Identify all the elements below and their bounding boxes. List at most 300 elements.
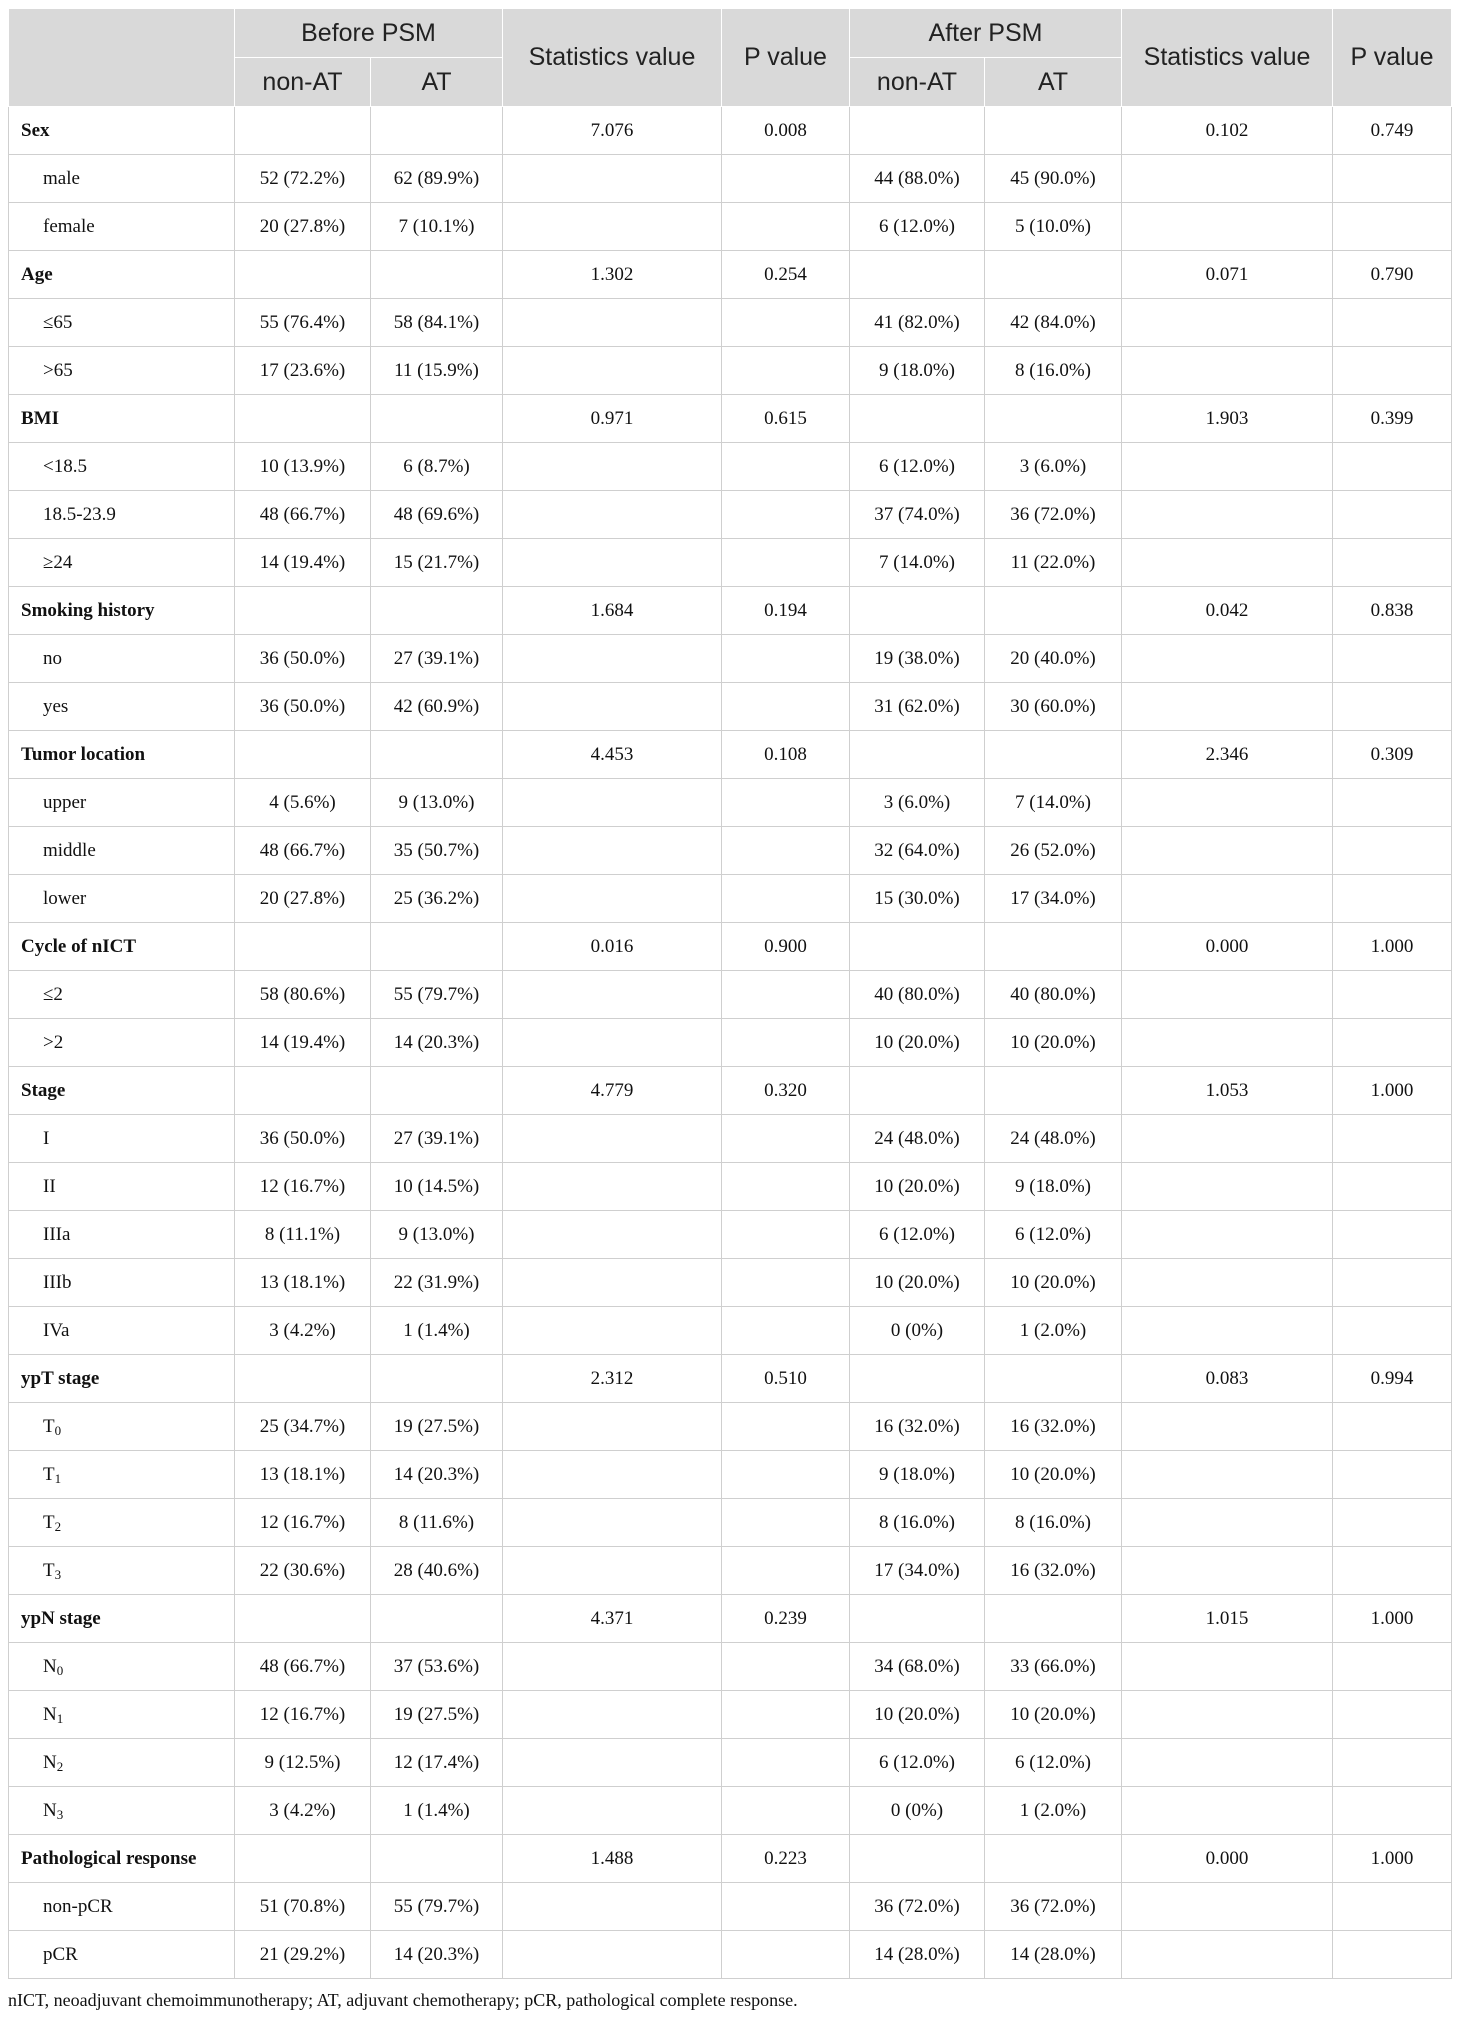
after-non-at-cell: 6 (12.0%) xyxy=(850,203,985,251)
before-p-value-cell xyxy=(722,443,850,491)
after-p-value-cell: 1.000 xyxy=(1333,923,1452,971)
row-label-text: ypN stage xyxy=(21,1607,101,1629)
after-at-cell: 16 (32.0%) xyxy=(985,1547,1122,1595)
row-label-text: ypT stage xyxy=(21,1367,100,1389)
before-statistics-cell xyxy=(503,1019,722,1067)
after-non-at-cell: 32 (64.0%) xyxy=(850,827,985,875)
after-statistics-cell xyxy=(1122,203,1333,251)
row-label-text: pCR xyxy=(43,1943,78,1965)
after-non-at-cell: 7 (14.0%) xyxy=(850,539,985,587)
after-statistics-cell xyxy=(1122,827,1333,875)
after-statistics-cell xyxy=(1122,683,1333,731)
before-statistics-cell xyxy=(503,539,722,587)
after-at-cell xyxy=(985,731,1122,779)
before-statistics-cell xyxy=(503,1451,722,1499)
row-label-text: N xyxy=(43,1751,57,1773)
after-statistics-cell: 0.000 xyxy=(1122,923,1333,971)
after-p-value-cell xyxy=(1333,539,1452,587)
after-at-cell: 10 (20.0%) xyxy=(985,1451,1122,1499)
category-row xyxy=(9,1355,1452,1403)
row-label-text: N xyxy=(43,1799,57,1821)
before-non-at-cell: 48 (66.7%) xyxy=(235,1643,371,1691)
before-statistics-cell: 0.016 xyxy=(503,923,722,971)
before-non-at-cell: 22 (30.6%) xyxy=(235,1547,371,1595)
after-p-value-cell xyxy=(1333,971,1452,1019)
row-label xyxy=(9,1403,235,1451)
after-statistics-cell xyxy=(1122,539,1333,587)
after-p-value-cell xyxy=(1333,155,1452,203)
before-p-value-cell xyxy=(722,1403,850,1451)
before-non-at-cell xyxy=(235,107,371,155)
before-at-cell: 42 (60.9%) xyxy=(371,683,503,731)
after-statistics-cell xyxy=(1122,1739,1333,1787)
after-p-value-cell: 1.000 xyxy=(1333,1067,1452,1115)
after-statistics-cell xyxy=(1122,1115,1333,1163)
after-p-value-cell xyxy=(1333,1451,1452,1499)
before-at-cell: 1 (1.4%) xyxy=(371,1307,503,1355)
after-statistics-cell xyxy=(1122,1547,1333,1595)
after-at-cell: 11 (22.0%) xyxy=(985,539,1122,587)
after-p-value-cell xyxy=(1333,1259,1452,1307)
before-statistics-cell: 0.971 xyxy=(503,395,722,443)
row-label xyxy=(9,539,235,587)
row-label xyxy=(9,1115,235,1163)
row-label xyxy=(9,443,235,491)
header-before-p: P value xyxy=(722,9,850,107)
characteristics-table xyxy=(8,8,1452,1979)
table-row xyxy=(9,1403,1452,1451)
row-label xyxy=(9,1355,235,1403)
before-statistics-cell xyxy=(503,635,722,683)
before-statistics-cell xyxy=(503,779,722,827)
after-p-value-cell xyxy=(1333,1787,1452,1835)
row-label xyxy=(9,827,235,875)
after-at-cell: 1 (2.0%) xyxy=(985,1307,1122,1355)
after-statistics-cell xyxy=(1122,1019,1333,1067)
before-at-cell: 9 (13.0%) xyxy=(371,1211,503,1259)
after-p-value-cell xyxy=(1333,827,1452,875)
before-p-value-cell: 0.510 xyxy=(722,1355,850,1403)
after-at-cell: 6 (12.0%) xyxy=(985,1739,1122,1787)
after-non-at-cell: 16 (32.0%) xyxy=(850,1403,985,1451)
before-statistics-cell xyxy=(503,347,722,395)
after-non-at-cell: 10 (20.0%) xyxy=(850,1691,985,1739)
row-label-text: >65 xyxy=(43,359,73,381)
after-at-cell: 36 (72.0%) xyxy=(985,1883,1122,1931)
category-row xyxy=(9,923,1452,971)
before-non-at-cell: 36 (50.0%) xyxy=(235,683,371,731)
before-at-cell: 27 (39.1%) xyxy=(371,635,503,683)
row-label-text: BMI xyxy=(21,407,59,429)
after-statistics-cell xyxy=(1122,1643,1333,1691)
after-at-cell: 20 (40.0%) xyxy=(985,635,1122,683)
row-label-text: upper xyxy=(43,791,87,813)
after-statistics-cell xyxy=(1122,1931,1333,1979)
before-at-cell: 6 (8.7%) xyxy=(371,443,503,491)
row-label xyxy=(9,1739,235,1787)
after-p-value-cell xyxy=(1333,1211,1452,1259)
before-at-cell: 14 (20.3%) xyxy=(371,1931,503,1979)
before-non-at-cell xyxy=(235,731,371,779)
after-p-value-cell: 1.000 xyxy=(1333,1835,1452,1883)
before-statistics-cell xyxy=(503,203,722,251)
after-statistics-cell xyxy=(1122,971,1333,1019)
before-p-value-cell xyxy=(722,1211,850,1259)
after-p-value-cell xyxy=(1333,1163,1452,1211)
row-label-text: IVa xyxy=(43,1319,70,1341)
category-row xyxy=(9,731,1452,779)
row-label xyxy=(9,1451,235,1499)
before-p-value-cell xyxy=(722,203,850,251)
after-statistics-cell: 0.042 xyxy=(1122,587,1333,635)
after-at-cell: 42 (84.0%) xyxy=(985,299,1122,347)
after-statistics-cell xyxy=(1122,347,1333,395)
row-label xyxy=(9,635,235,683)
row-label-subscript: 2 xyxy=(54,1518,62,1534)
before-non-at-cell xyxy=(235,1067,371,1115)
after-non-at-cell: 15 (30.0%) xyxy=(850,875,985,923)
row-label-text: T xyxy=(43,1559,55,1581)
row-label xyxy=(9,1787,235,1835)
before-at-cell: 22 (31.9%) xyxy=(371,1259,503,1307)
table-row xyxy=(9,155,1452,203)
after-at-cell: 30 (60.0%) xyxy=(985,683,1122,731)
after-non-at-cell: 44 (88.0%) xyxy=(850,155,985,203)
before-statistics-cell xyxy=(503,1883,722,1931)
table-row xyxy=(9,779,1452,827)
category-row xyxy=(9,107,1452,155)
before-statistics-cell xyxy=(503,155,722,203)
table-row xyxy=(9,1499,1452,1547)
after-statistics-cell xyxy=(1122,1691,1333,1739)
after-at-cell xyxy=(985,1355,1122,1403)
after-statistics-cell xyxy=(1122,1787,1333,1835)
row-label xyxy=(9,1595,235,1643)
after-at-cell: 10 (20.0%) xyxy=(985,1019,1122,1067)
before-statistics-cell: 4.779 xyxy=(503,1067,722,1115)
before-at-cell xyxy=(371,1835,503,1883)
after-statistics-cell xyxy=(1122,1163,1333,1211)
after-non-at-cell: 10 (20.0%) xyxy=(850,1163,985,1211)
header-after-psm: After PSM xyxy=(850,9,1122,58)
after-p-value-cell xyxy=(1333,1883,1452,1931)
row-label xyxy=(9,1643,235,1691)
before-non-at-cell: 12 (16.7%) xyxy=(235,1163,371,1211)
before-p-value-cell xyxy=(722,875,850,923)
after-at-cell: 17 (34.0%) xyxy=(985,875,1122,923)
after-at-cell: 36 (72.0%) xyxy=(985,491,1122,539)
before-p-value-cell xyxy=(722,827,850,875)
after-statistics-cell: 1.053 xyxy=(1122,1067,1333,1115)
before-non-at-cell: 10 (13.9%) xyxy=(235,443,371,491)
before-at-cell: 48 (69.6%) xyxy=(371,491,503,539)
after-non-at-cell: 10 (20.0%) xyxy=(850,1019,985,1067)
table-row xyxy=(9,1307,1452,1355)
before-at-cell: 62 (89.9%) xyxy=(371,155,503,203)
before-non-at-cell: 4 (5.6%) xyxy=(235,779,371,827)
before-p-value-cell: 0.254 xyxy=(722,251,850,299)
row-label-text: <18.5 xyxy=(43,455,87,477)
before-at-cell: 55 (79.7%) xyxy=(371,971,503,1019)
row-label-text: IIIa xyxy=(43,1223,71,1245)
row-label xyxy=(9,299,235,347)
after-p-value-cell xyxy=(1333,1643,1452,1691)
row-label xyxy=(9,1307,235,1355)
before-at-cell: 15 (21.7%) xyxy=(371,539,503,587)
row-label-text: middle xyxy=(43,839,96,861)
after-non-at-cell: 0 (0%) xyxy=(850,1787,985,1835)
before-non-at-cell: 14 (19.4%) xyxy=(235,539,371,587)
after-statistics-cell xyxy=(1122,779,1333,827)
row-label-text: non-pCR xyxy=(43,1895,113,1917)
before-p-value-cell xyxy=(722,683,850,731)
before-non-at-cell: 13 (18.1%) xyxy=(235,1451,371,1499)
after-p-value-cell xyxy=(1333,1499,1452,1547)
after-at-cell: 16 (32.0%) xyxy=(985,1403,1122,1451)
header-before-statistics: Statistics value xyxy=(503,9,722,107)
after-p-value-cell xyxy=(1333,1307,1452,1355)
before-p-value-cell: 0.223 xyxy=(722,1835,850,1883)
before-non-at-cell: 14 (19.4%) xyxy=(235,1019,371,1067)
before-non-at-cell: 48 (66.7%) xyxy=(235,491,371,539)
before-statistics-cell: 1.684 xyxy=(503,587,722,635)
after-p-value-cell xyxy=(1333,491,1452,539)
row-label xyxy=(9,1931,235,1979)
row-label xyxy=(9,1883,235,1931)
before-p-value-cell xyxy=(722,635,850,683)
after-at-cell xyxy=(985,107,1122,155)
before-at-cell: 37 (53.6%) xyxy=(371,1643,503,1691)
before-non-at-cell: 51 (70.8%) xyxy=(235,1883,371,1931)
before-p-value-cell: 0.239 xyxy=(722,1595,850,1643)
row-label xyxy=(9,587,235,635)
before-at-cell: 12 (17.4%) xyxy=(371,1739,503,1787)
after-p-value-cell: 0.790 xyxy=(1333,251,1452,299)
before-p-value-cell: 0.194 xyxy=(722,587,850,635)
before-at-cell: 25 (36.2%) xyxy=(371,875,503,923)
after-non-at-cell xyxy=(850,1355,985,1403)
after-statistics-cell xyxy=(1122,443,1333,491)
after-statistics-cell xyxy=(1122,1403,1333,1451)
after-non-at-cell: 14 (28.0%) xyxy=(850,1931,985,1979)
category-row xyxy=(9,1595,1452,1643)
before-at-cell: 35 (50.7%) xyxy=(371,827,503,875)
table-row xyxy=(9,875,1452,923)
after-at-cell xyxy=(985,1067,1122,1115)
row-label-text: female xyxy=(43,215,95,237)
before-p-value-cell xyxy=(722,299,850,347)
after-non-at-cell: 31 (62.0%) xyxy=(850,683,985,731)
before-statistics-cell xyxy=(503,491,722,539)
before-statistics-cell xyxy=(503,1163,722,1211)
row-label-text: 18.5-23.9 xyxy=(43,503,116,525)
row-label xyxy=(9,203,235,251)
after-p-value-cell: 1.000 xyxy=(1333,1595,1452,1643)
row-label-text: lower xyxy=(43,887,87,909)
after-non-at-cell: 19 (38.0%) xyxy=(850,635,985,683)
row-label xyxy=(9,923,235,971)
after-p-value-cell xyxy=(1333,1931,1452,1979)
before-non-at-cell: 3 (4.2%) xyxy=(235,1787,371,1835)
before-statistics-cell xyxy=(503,1787,722,1835)
after-statistics-cell: 1.015 xyxy=(1122,1595,1333,1643)
row-label xyxy=(9,395,235,443)
table-row xyxy=(9,1547,1452,1595)
after-non-at-cell: 3 (6.0%) xyxy=(850,779,985,827)
before-statistics-cell: 4.453 xyxy=(503,731,722,779)
after-at-cell: 6 (12.0%) xyxy=(985,1211,1122,1259)
before-non-at-cell xyxy=(235,1595,371,1643)
before-statistics-cell xyxy=(503,1547,722,1595)
before-p-value-cell xyxy=(722,1451,850,1499)
after-statistics-cell xyxy=(1122,299,1333,347)
before-at-cell xyxy=(371,731,503,779)
before-p-value-cell xyxy=(722,1787,850,1835)
before-non-at-cell: 12 (16.7%) xyxy=(235,1499,371,1547)
before-non-at-cell: 20 (27.8%) xyxy=(235,875,371,923)
before-non-at-cell: 21 (29.2%) xyxy=(235,1931,371,1979)
before-statistics-cell: 2.312 xyxy=(503,1355,722,1403)
after-p-value-cell xyxy=(1333,1019,1452,1067)
before-non-at-cell: 55 (76.4%) xyxy=(235,299,371,347)
before-statistics-cell xyxy=(503,443,722,491)
row-label xyxy=(9,1499,235,1547)
after-p-value-cell xyxy=(1333,203,1452,251)
before-p-value-cell xyxy=(722,779,850,827)
row-label-text: IIIb xyxy=(43,1271,72,1293)
before-non-at-cell: 52 (72.2%) xyxy=(235,155,371,203)
after-non-at-cell: 24 (48.0%) xyxy=(850,1115,985,1163)
after-at-cell xyxy=(985,395,1122,443)
after-statistics-cell xyxy=(1122,1499,1333,1547)
row-label-subscript: 0 xyxy=(54,1422,62,1438)
category-row xyxy=(9,587,1452,635)
after-at-cell: 7 (14.0%) xyxy=(985,779,1122,827)
after-at-cell: 45 (90.0%) xyxy=(985,155,1122,203)
header-after-at: AT xyxy=(985,58,1122,107)
row-label-text: Smoking history xyxy=(21,599,155,621)
before-statistics-cell xyxy=(503,1211,722,1259)
row-label-text: Sex xyxy=(21,119,50,141)
after-statistics-cell xyxy=(1122,1211,1333,1259)
before-p-value-cell xyxy=(722,1019,850,1067)
row-label xyxy=(9,1211,235,1259)
before-statistics-cell xyxy=(503,875,722,923)
table-row xyxy=(9,1883,1452,1931)
after-statistics-cell: 0.102 xyxy=(1122,107,1333,155)
after-non-at-cell: 0 (0%) xyxy=(850,1307,985,1355)
row-label xyxy=(9,731,235,779)
before-p-value-cell xyxy=(722,1499,850,1547)
after-statistics-cell xyxy=(1122,1259,1333,1307)
after-non-at-cell xyxy=(850,1067,985,1115)
table-row xyxy=(9,1739,1452,1787)
before-p-value-cell xyxy=(722,1307,850,1355)
before-p-value-cell: 0.108 xyxy=(722,731,850,779)
after-non-at-cell xyxy=(850,731,985,779)
before-non-at-cell xyxy=(235,587,371,635)
table-body xyxy=(9,107,1452,1979)
table-row xyxy=(9,683,1452,731)
after-p-value-cell xyxy=(1333,1115,1452,1163)
row-label xyxy=(9,875,235,923)
after-non-at-cell: 34 (68.0%) xyxy=(850,1643,985,1691)
after-at-cell xyxy=(985,923,1122,971)
after-at-cell xyxy=(985,1595,1122,1643)
row-label xyxy=(9,491,235,539)
row-label-subscript: 1 xyxy=(56,1710,64,1726)
before-p-value-cell xyxy=(722,155,850,203)
after-non-at-cell: 40 (80.0%) xyxy=(850,971,985,1019)
before-at-cell xyxy=(371,251,503,299)
after-non-at-cell: 8 (16.0%) xyxy=(850,1499,985,1547)
row-label xyxy=(9,683,235,731)
row-label-text: II xyxy=(43,1175,56,1197)
header-before-at: AT xyxy=(371,58,503,107)
after-statistics-cell xyxy=(1122,155,1333,203)
before-at-cell: 7 (10.1%) xyxy=(371,203,503,251)
header-after-p: P value xyxy=(1333,9,1452,107)
after-p-value-cell: 0.838 xyxy=(1333,587,1452,635)
before-statistics-cell xyxy=(503,1931,722,1979)
before-p-value-cell xyxy=(722,1739,850,1787)
after-p-value-cell xyxy=(1333,779,1452,827)
before-statistics-cell xyxy=(503,1307,722,1355)
row-label-text: Pathological response xyxy=(21,1847,197,1869)
before-non-at-cell: 8 (11.1%) xyxy=(235,1211,371,1259)
after-at-cell: 1 (2.0%) xyxy=(985,1787,1122,1835)
after-non-at-cell xyxy=(850,1595,985,1643)
before-p-value-cell xyxy=(722,1115,850,1163)
after-non-at-cell xyxy=(850,587,985,635)
before-p-value-cell: 0.615 xyxy=(722,395,850,443)
after-p-value-cell: 0.994 xyxy=(1333,1355,1452,1403)
before-at-cell xyxy=(371,395,503,443)
after-statistics-cell: 0.083 xyxy=(1122,1355,1333,1403)
after-at-cell: 14 (28.0%) xyxy=(985,1931,1122,1979)
row-label xyxy=(9,779,235,827)
row-label xyxy=(9,251,235,299)
table-row xyxy=(9,1211,1452,1259)
row-label xyxy=(9,1547,235,1595)
table-row xyxy=(9,1115,1452,1163)
after-at-cell: 26 (52.0%) xyxy=(985,827,1122,875)
after-at-cell: 3 (6.0%) xyxy=(985,443,1122,491)
before-non-at-cell: 9 (12.5%) xyxy=(235,1739,371,1787)
after-p-value-cell: 0.309 xyxy=(1333,731,1452,779)
after-non-at-cell: 41 (82.0%) xyxy=(850,299,985,347)
before-non-at-cell: 25 (34.7%) xyxy=(235,1403,371,1451)
after-p-value-cell: 0.749 xyxy=(1333,107,1452,155)
row-label xyxy=(9,1691,235,1739)
before-non-at-cell xyxy=(235,923,371,971)
after-at-cell: 8 (16.0%) xyxy=(985,347,1122,395)
category-row xyxy=(9,1067,1452,1115)
after-p-value-cell xyxy=(1333,1547,1452,1595)
before-statistics-cell: 1.302 xyxy=(503,251,722,299)
after-non-at-cell: 6 (12.0%) xyxy=(850,1211,985,1259)
table-row xyxy=(9,827,1452,875)
after-p-value-cell xyxy=(1333,635,1452,683)
row-label-text: Tumor location xyxy=(21,743,146,765)
after-p-value-cell xyxy=(1333,443,1452,491)
after-non-at-cell: 10 (20.0%) xyxy=(850,1259,985,1307)
after-p-value-cell xyxy=(1333,875,1452,923)
before-at-cell: 19 (27.5%) xyxy=(371,1403,503,1451)
row-label xyxy=(9,1019,235,1067)
before-non-at-cell: 36 (50.0%) xyxy=(235,1115,371,1163)
before-non-at-cell: 3 (4.2%) xyxy=(235,1307,371,1355)
